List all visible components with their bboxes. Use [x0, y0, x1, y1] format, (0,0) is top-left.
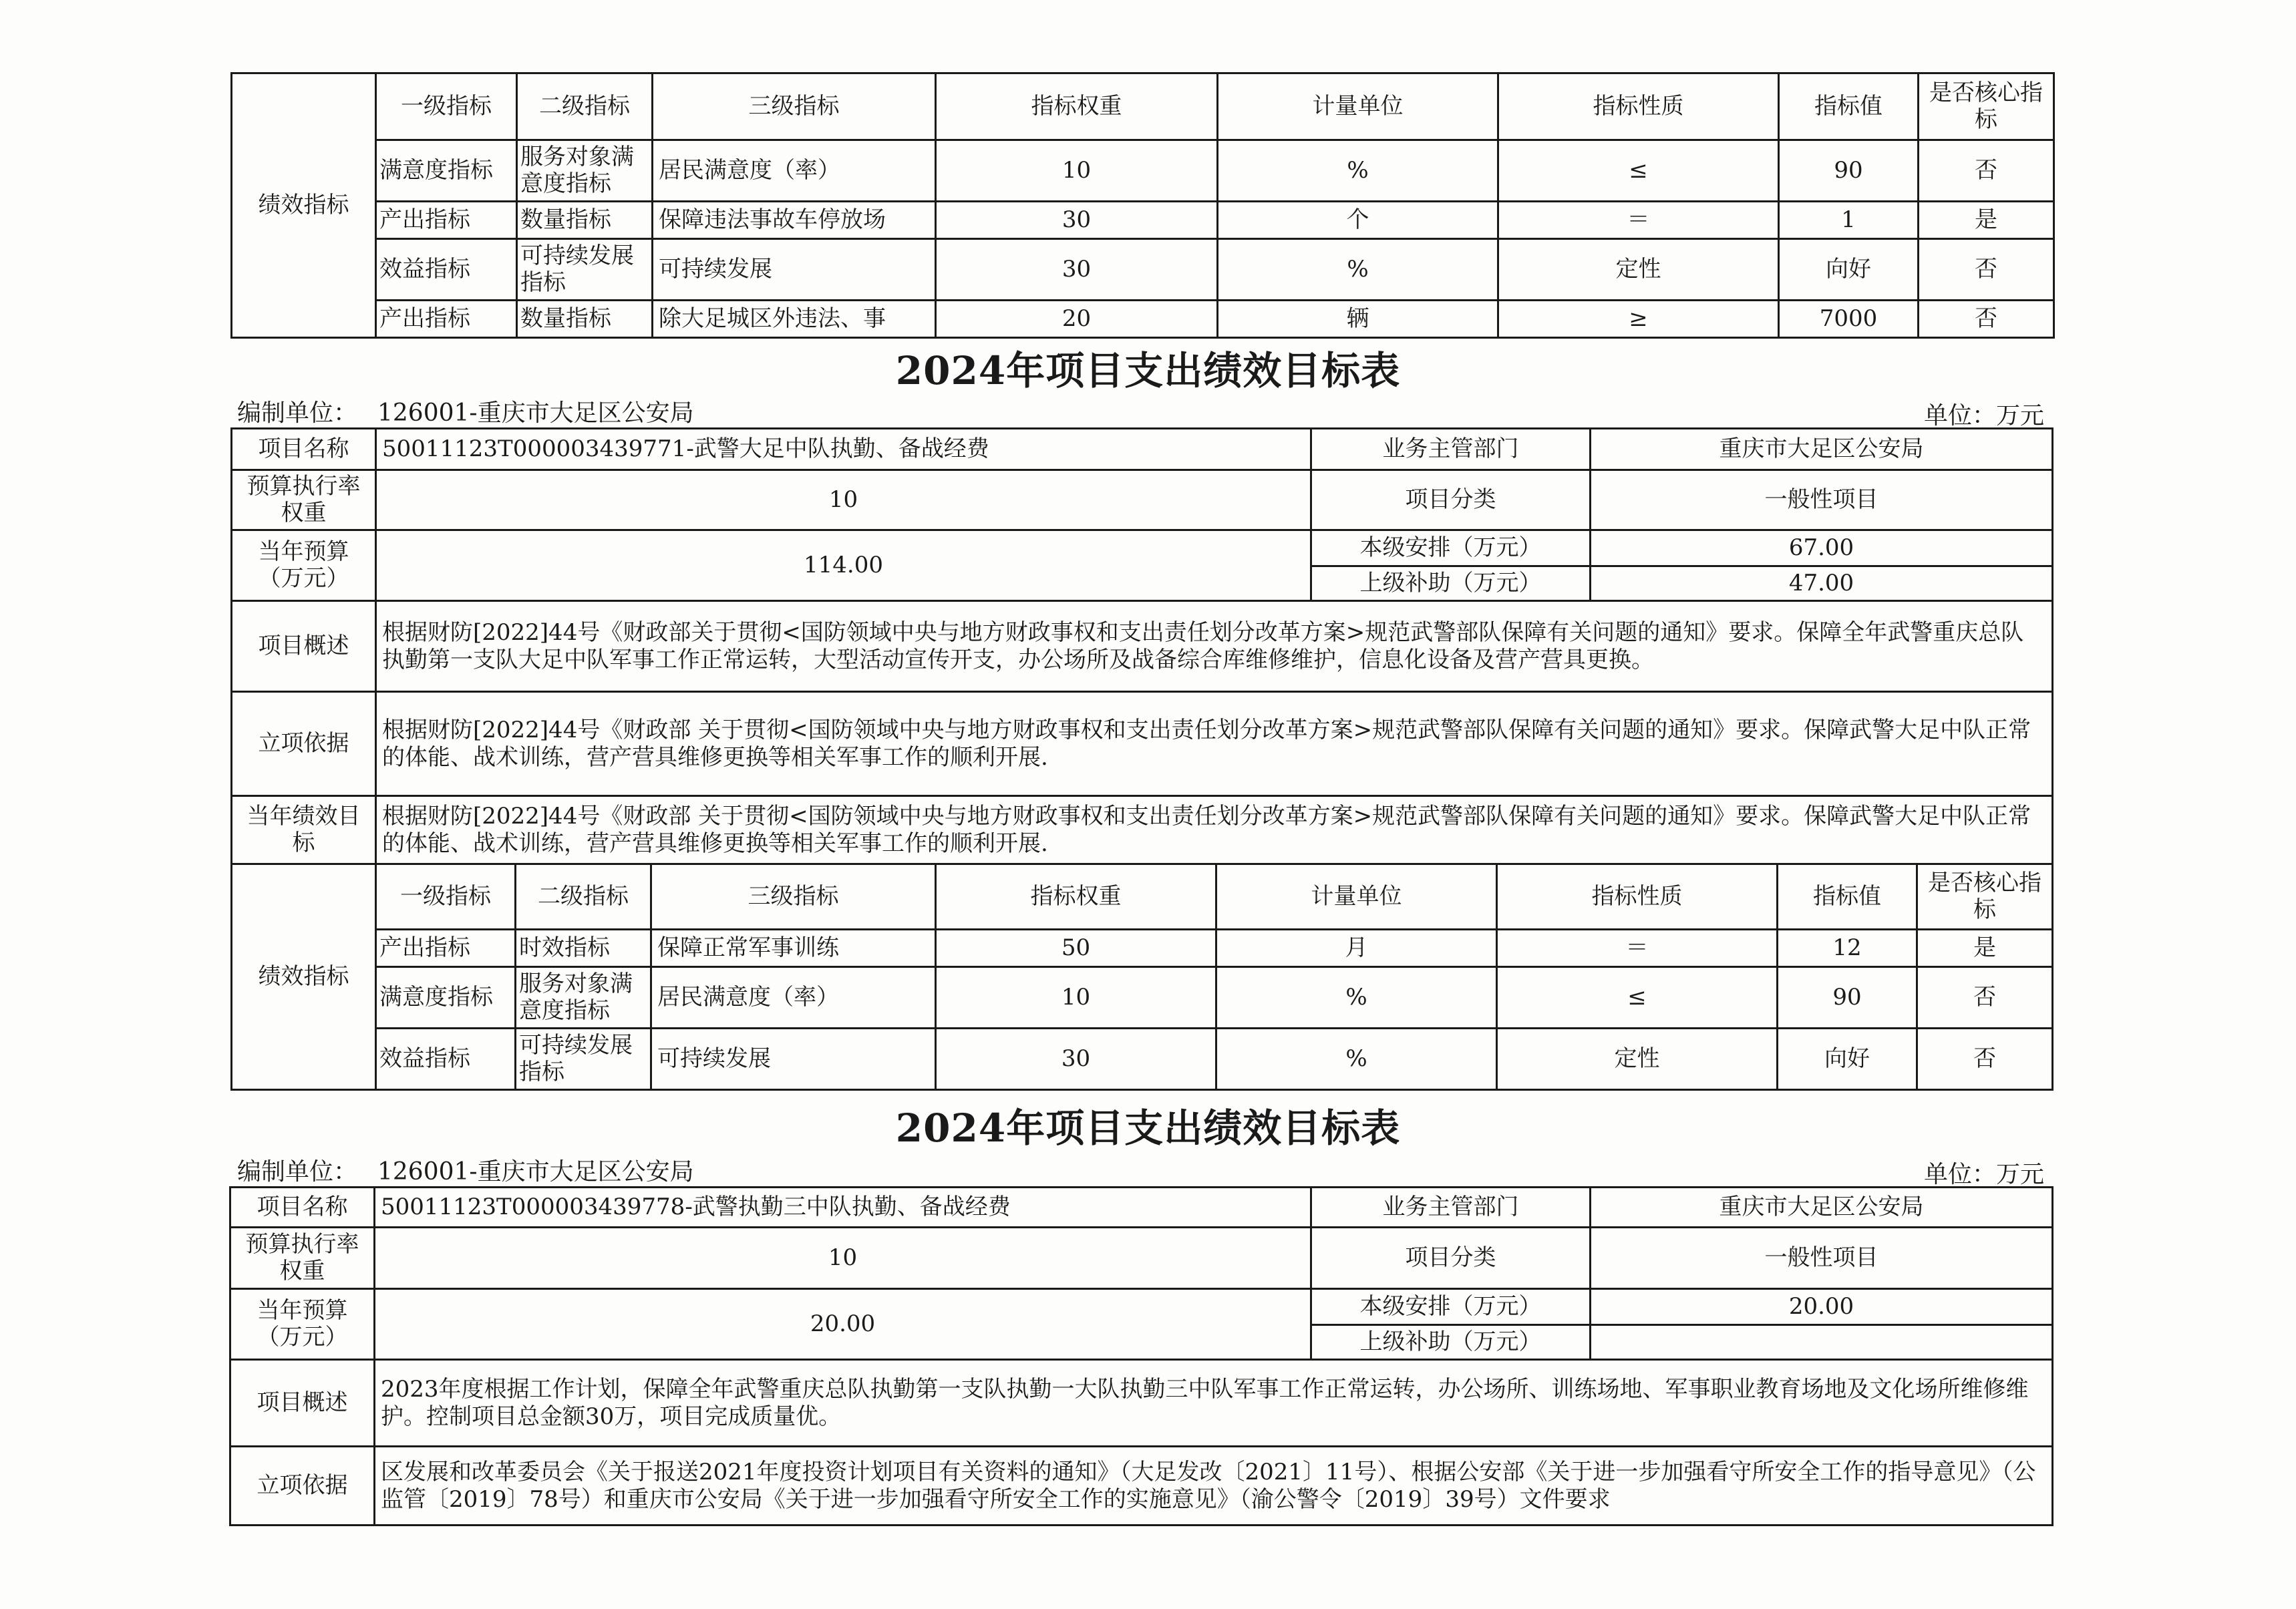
dept-label: 业务主管部门: [1311, 1188, 1591, 1228]
dept-label: 业务主管部门: [1311, 429, 1591, 470]
rate-value: 10: [376, 470, 1311, 530]
category-value: 一般性项目: [1591, 1228, 2053, 1289]
header-weight: 指标权重: [936, 864, 1216, 930]
basis-label: 立项依据: [232, 692, 376, 796]
perf-label: 绩效指标: [232, 73, 376, 338]
header-level3: 三级指标: [651, 864, 936, 930]
org-unit-label: 编制单位：: [237, 399, 358, 427]
rate-value: 10: [375, 1228, 1311, 1289]
project-info-table: [230, 427, 2054, 865]
basis-text: 根据财防[2022]44号《财政部 关于贯彻<国防领域中央与地方财政事权和支出责任划分改革方案>规范武警部队保障有关问题的通知》要求。保障武警大足中队正常的体能、战术训练，营产营具维修更换等相关军事工作的顺利开展.: [376, 692, 2053, 796]
category-value: 一般性项目: [1591, 470, 2053, 530]
upper-label: 上级补助（万元）: [1311, 1325, 1591, 1360]
header-core: 是否核心指标: [1917, 864, 2053, 930]
header-weight: 指标权重: [936, 73, 1218, 140]
budget-value: 114.00: [376, 530, 1311, 601]
table-row: 产出指标 数量指标 除大足城区外违法、事 20 辆 ≥ 7000 否: [232, 301, 2054, 338]
header-unit: 计量单位: [1216, 864, 1497, 930]
local-label: 本级安排（万元）: [1311, 530, 1591, 566]
section-title: 2024年项目支出绩效目标表: [895, 348, 1401, 393]
project-name: 50011123T000003439771-武警大足中队执勤、备战经费: [376, 429, 1311, 470]
header-unit: 计量单位: [1218, 73, 1498, 140]
budget-value: 20.00: [375, 1289, 1311, 1360]
perf-label: 绩效指标: [232, 864, 376, 1090]
table-row: 效益指标 可持续发展指标 可持续发展 30 % 定性 向好 否: [232, 239, 2054, 301]
local-value: 67.00: [1591, 530, 2053, 566]
overview-label: 项目概述: [232, 601, 376, 692]
table-row: 效益指标 可持续发展指标 可持续发展 30 % 定性 向好 否: [232, 1029, 2053, 1090]
upper-label: 上级补助（万元）: [1311, 566, 1591, 601]
perf-table-2: [230, 863, 2054, 1091]
header-level2: 二级指标: [516, 864, 651, 930]
table-row: 满意度指标 服务对象满意度指标 居民满意度（率） 10 % ≤ 90 否: [232, 967, 2053, 1029]
goal-text: 根据财防[2022]44号《财政部 关于贯彻<国防领域中央与地方财政事权和支出责任划分改革方案>规范武警部队保障有关问题的通知》要求。保障武警大足中队正常的体能、战术训练，营产营具维修更换等相关军事工作的顺利开展.: [376, 796, 2053, 864]
overview-label: 项目概述: [230, 1360, 375, 1447]
org-unit-label: 编制单位：: [237, 1158, 358, 1186]
header-core: 是否核心指标: [1919, 73, 2054, 140]
overview-text: 根据财防[2022]44号《财政部关于贯彻<国防领域中央与地方财政事权和支出责任划分改革方案>规范武警部队保障有关问题的通知》要求。保障全年武警重庆总队执勤第一支队大足中队军事工作正常运转，大型活动宣传开支，办公场所及战备综合库维修维护，信息化设备及营产营具更换。: [376, 601, 2053, 692]
category-label: 项目分类: [1311, 1228, 1591, 1289]
project-name-label: 项目名称: [232, 429, 376, 470]
org-unit-value: 126001-重庆市大足区公安局: [377, 399, 694, 427]
header-level2: 二级指标: [517, 73, 653, 140]
table-row: 产出指标 时效指标 保障正常军事训练 50 月 ＝ 12 是: [232, 930, 2053, 967]
header-value: 指标值: [1778, 864, 1917, 930]
category-label: 项目分类: [1311, 470, 1591, 530]
dept-value: 重庆市大足区公安局: [1591, 1188, 2053, 1228]
local-value: 20.00: [1591, 1289, 2053, 1325]
header-value: 指标值: [1779, 73, 1919, 140]
budget-label: 当年预算（万元）: [230, 1289, 375, 1360]
project-info-table: [229, 1186, 2054, 1526]
header-nature: 指标性质: [1498, 73, 1779, 140]
header-level1: 一级指标: [376, 73, 517, 140]
perf-table-1: [230, 72, 2055, 339]
budget-label: 当年预算（万元）: [232, 530, 376, 601]
rate-label: 预算执行率权重: [232, 470, 376, 530]
org-unit-value: 126001-重庆市大足区公安局: [377, 1158, 694, 1186]
table-row: 产出指标 数量指标 保障违法事故车停放场 30 个 ＝ 1 是: [232, 202, 2054, 239]
money-unit: 单位：万元: [1924, 402, 2045, 429]
project-name: 50011123T000003439778-武警执勤三中队执勤、备战经费: [375, 1188, 1311, 1228]
local-label: 本级安排（万元）: [1311, 1289, 1591, 1325]
upper-value: 47.00: [1591, 566, 2053, 601]
header-level1: 一级指标: [376, 864, 516, 930]
table-row: 满意度指标 服务对象满意度指标 居民满意度（率） 10 % ≤ 90 否: [232, 140, 2054, 202]
header-level3: 三级指标: [653, 73, 936, 140]
dept-value: 重庆市大足区公安局: [1591, 429, 2053, 470]
basis-text: 区发展和改革委员会《关于报送2021年度投资计划项目有关资料的通知》（大足发改〔2021〕11号）、根据公安部《关于进一步加强看守所安全工作的指导意见》（公监管〔2019〕78号）和重庆市公安局《关于进一步加强看守所安全工作的实施意见》（渝公警令〔2019〕39号）文件要求: [375, 1447, 2053, 1526]
project-name-label: 项目名称: [230, 1188, 375, 1228]
rate-label: 预算执行率权重: [230, 1228, 375, 1289]
money-unit: 单位：万元: [1924, 1161, 2045, 1188]
overview-text: 2023年度根据工作计划，保障全年武警重庆总队执勤第一支队执勤一大队执勤三中队军事工作正常运转，办公场所、训练场地、军事职业教育场地及文化场所维修维护。控制项目总金额30万，项目完成质量优。: [375, 1360, 2053, 1447]
goal-label: 当年绩效目标: [232, 796, 376, 864]
upper-value: [1591, 1325, 2053, 1360]
section-title: 2024年项目支出绩效目标表: [895, 1105, 1401, 1151]
basis-label: 立项依据: [230, 1447, 375, 1526]
header-nature: 指标性质: [1497, 864, 1778, 930]
